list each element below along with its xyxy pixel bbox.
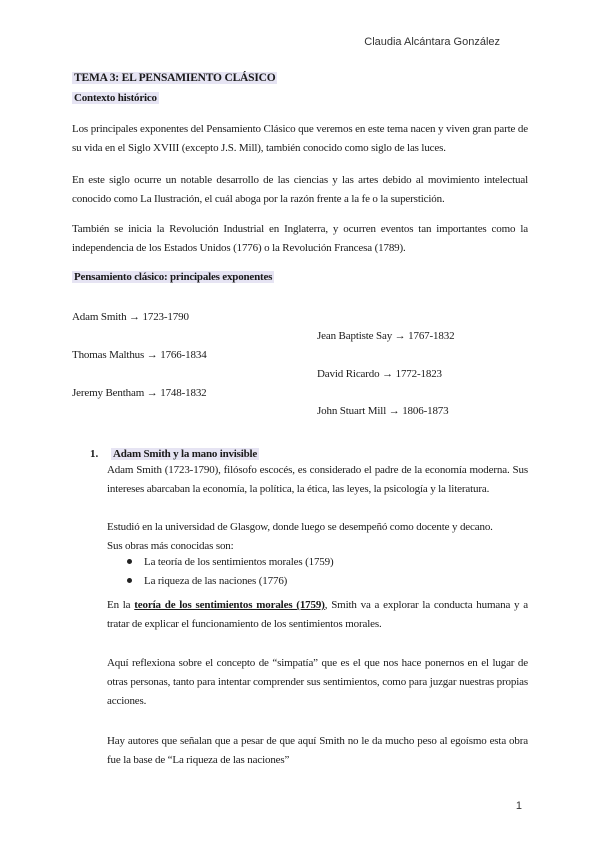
arrow-icon: → <box>129 311 140 323</box>
section-1-paragraph-3 <box>107 596 528 634</box>
work-title: La riqueza de las naciones (1776) <box>144 575 288 587</box>
works-list-item-2 <box>127 575 287 587</box>
work-reference: teoría de los sentimientos morales (1759) <box>134 599 325 611</box>
section-1-paragraph-1: Adam Smith (1723-1790), filósofo escocés, es considerado el padre de la economía moderna. Sus intereses abarcaban la economía, la política, la ética, las leyes, la psicología y la literatura. <box>107 464 528 495</box>
section-1-paragraph-2-line-1: Estudió en la universidad de Glasgow, donde luego se desempeñó como docente y decano. <box>107 521 493 533</box>
bullet-icon <box>127 578 132 583</box>
exponents-heading-text: Pensamiento clásico: principales exponentes <box>74 271 273 283</box>
arrow-icon: → <box>394 330 406 342</box>
context-paragraph-1: Los principales exponentes del Pensamiento Clásico que veremos en este tema nacen y viven gran parte de su vida en el Siglo XVIII (excepto J.S. Mill), también conocido como siglo de las luces. <box>72 123 528 154</box>
page-number: 1 <box>515 800 522 812</box>
section-1-paragraph-5: Hay autores que señalan que a pesar de que aquí Smith no le da mucho peso al egoísmo esta obra fue la base de “La riqueza de las naciones” <box>107 735 528 766</box>
work-title: La teoría de los sentimientos morales (1759) <box>144 556 334 568</box>
exponent-name: Jeremy Bentham <box>72 387 145 399</box>
arrow-icon: → <box>388 405 400 417</box>
arrow-icon: → <box>146 349 158 361</box>
context-heading-text: Contexto histórico <box>74 92 157 104</box>
page-title <box>72 72 277 84</box>
exponent-years: 1723-1790 <box>142 311 189 323</box>
section-1-paragraph-4: Aquí reflexiona sobre el concepto de “simpatía” que es el que nos hace ponernos en el lugar de otras personas, tanto para intentar comprender sus sentimientos, como para juzgar nuestras propias acciones. <box>107 657 528 707</box>
exponent-years: 1772-1823 <box>395 368 442 380</box>
section-1-heading-text: Adam Smith y la mano invisible <box>113 448 258 460</box>
arrow-icon: → <box>146 387 158 399</box>
bullet-icon <box>127 559 132 564</box>
exponents-heading <box>72 271 274 283</box>
context-paragraph-3: También se inicia la Revolución Industrial en Inglaterra, y ocurren eventos tan importantes como la independencia de los Estados Unidos (1776) o la Revolución Francesa (1789). <box>72 223 528 254</box>
exponent-right-1 <box>317 330 454 342</box>
exponent-name: Thomas Malthus <box>72 349 145 361</box>
page-title-text: TEMA 3: EL PENSAMIENTO CLÁSICO <box>74 72 276 84</box>
section-1-paragraph-2-line-2: Sus obras más conocidas son: <box>107 540 234 552</box>
document-author: Claudia Alcántara González <box>364 36 500 48</box>
arrow-icon: → <box>382 368 393 380</box>
exponent-years: 1766-1834 <box>160 349 207 361</box>
context-heading <box>72 92 159 104</box>
exponent-right-3 <box>317 405 449 417</box>
paragraph-text: En la <box>107 599 135 611</box>
exponent-name: John Stuart Mill <box>317 405 387 417</box>
exponent-years: 1806-1873 <box>402 405 449 417</box>
exponent-years: 1748-1832 <box>160 387 207 399</box>
section-number: 1. <box>90 448 99 460</box>
exponent-name: Jean Baptiste Say <box>317 330 393 342</box>
exponent-name: Adam Smith <box>72 311 127 323</box>
exponent-left-3 <box>72 387 207 399</box>
exponent-left-2 <box>72 349 207 361</box>
exponent-right-2 <box>317 368 442 380</box>
exponent-name: David Ricardo <box>317 368 380 380</box>
section-1-heading <box>90 444 259 462</box>
paragraph-text: , Smith va a explorar la conducta humana y a tratar de explicar el funcionamiento de los sentimientos morales. <box>107 599 528 630</box>
exponent-years: 1767-1832 <box>408 330 455 342</box>
exponent-left-1 <box>72 311 189 323</box>
works-list-item-1 <box>127 556 334 568</box>
context-paragraph-2: En este siglo ocurre un notable desarrollo de las ciencias y las artes debido al movimiento intelectual conocido como La Ilustración, el cuál aboga por la razón frente a la fe o la superstición. <box>72 174 528 205</box>
